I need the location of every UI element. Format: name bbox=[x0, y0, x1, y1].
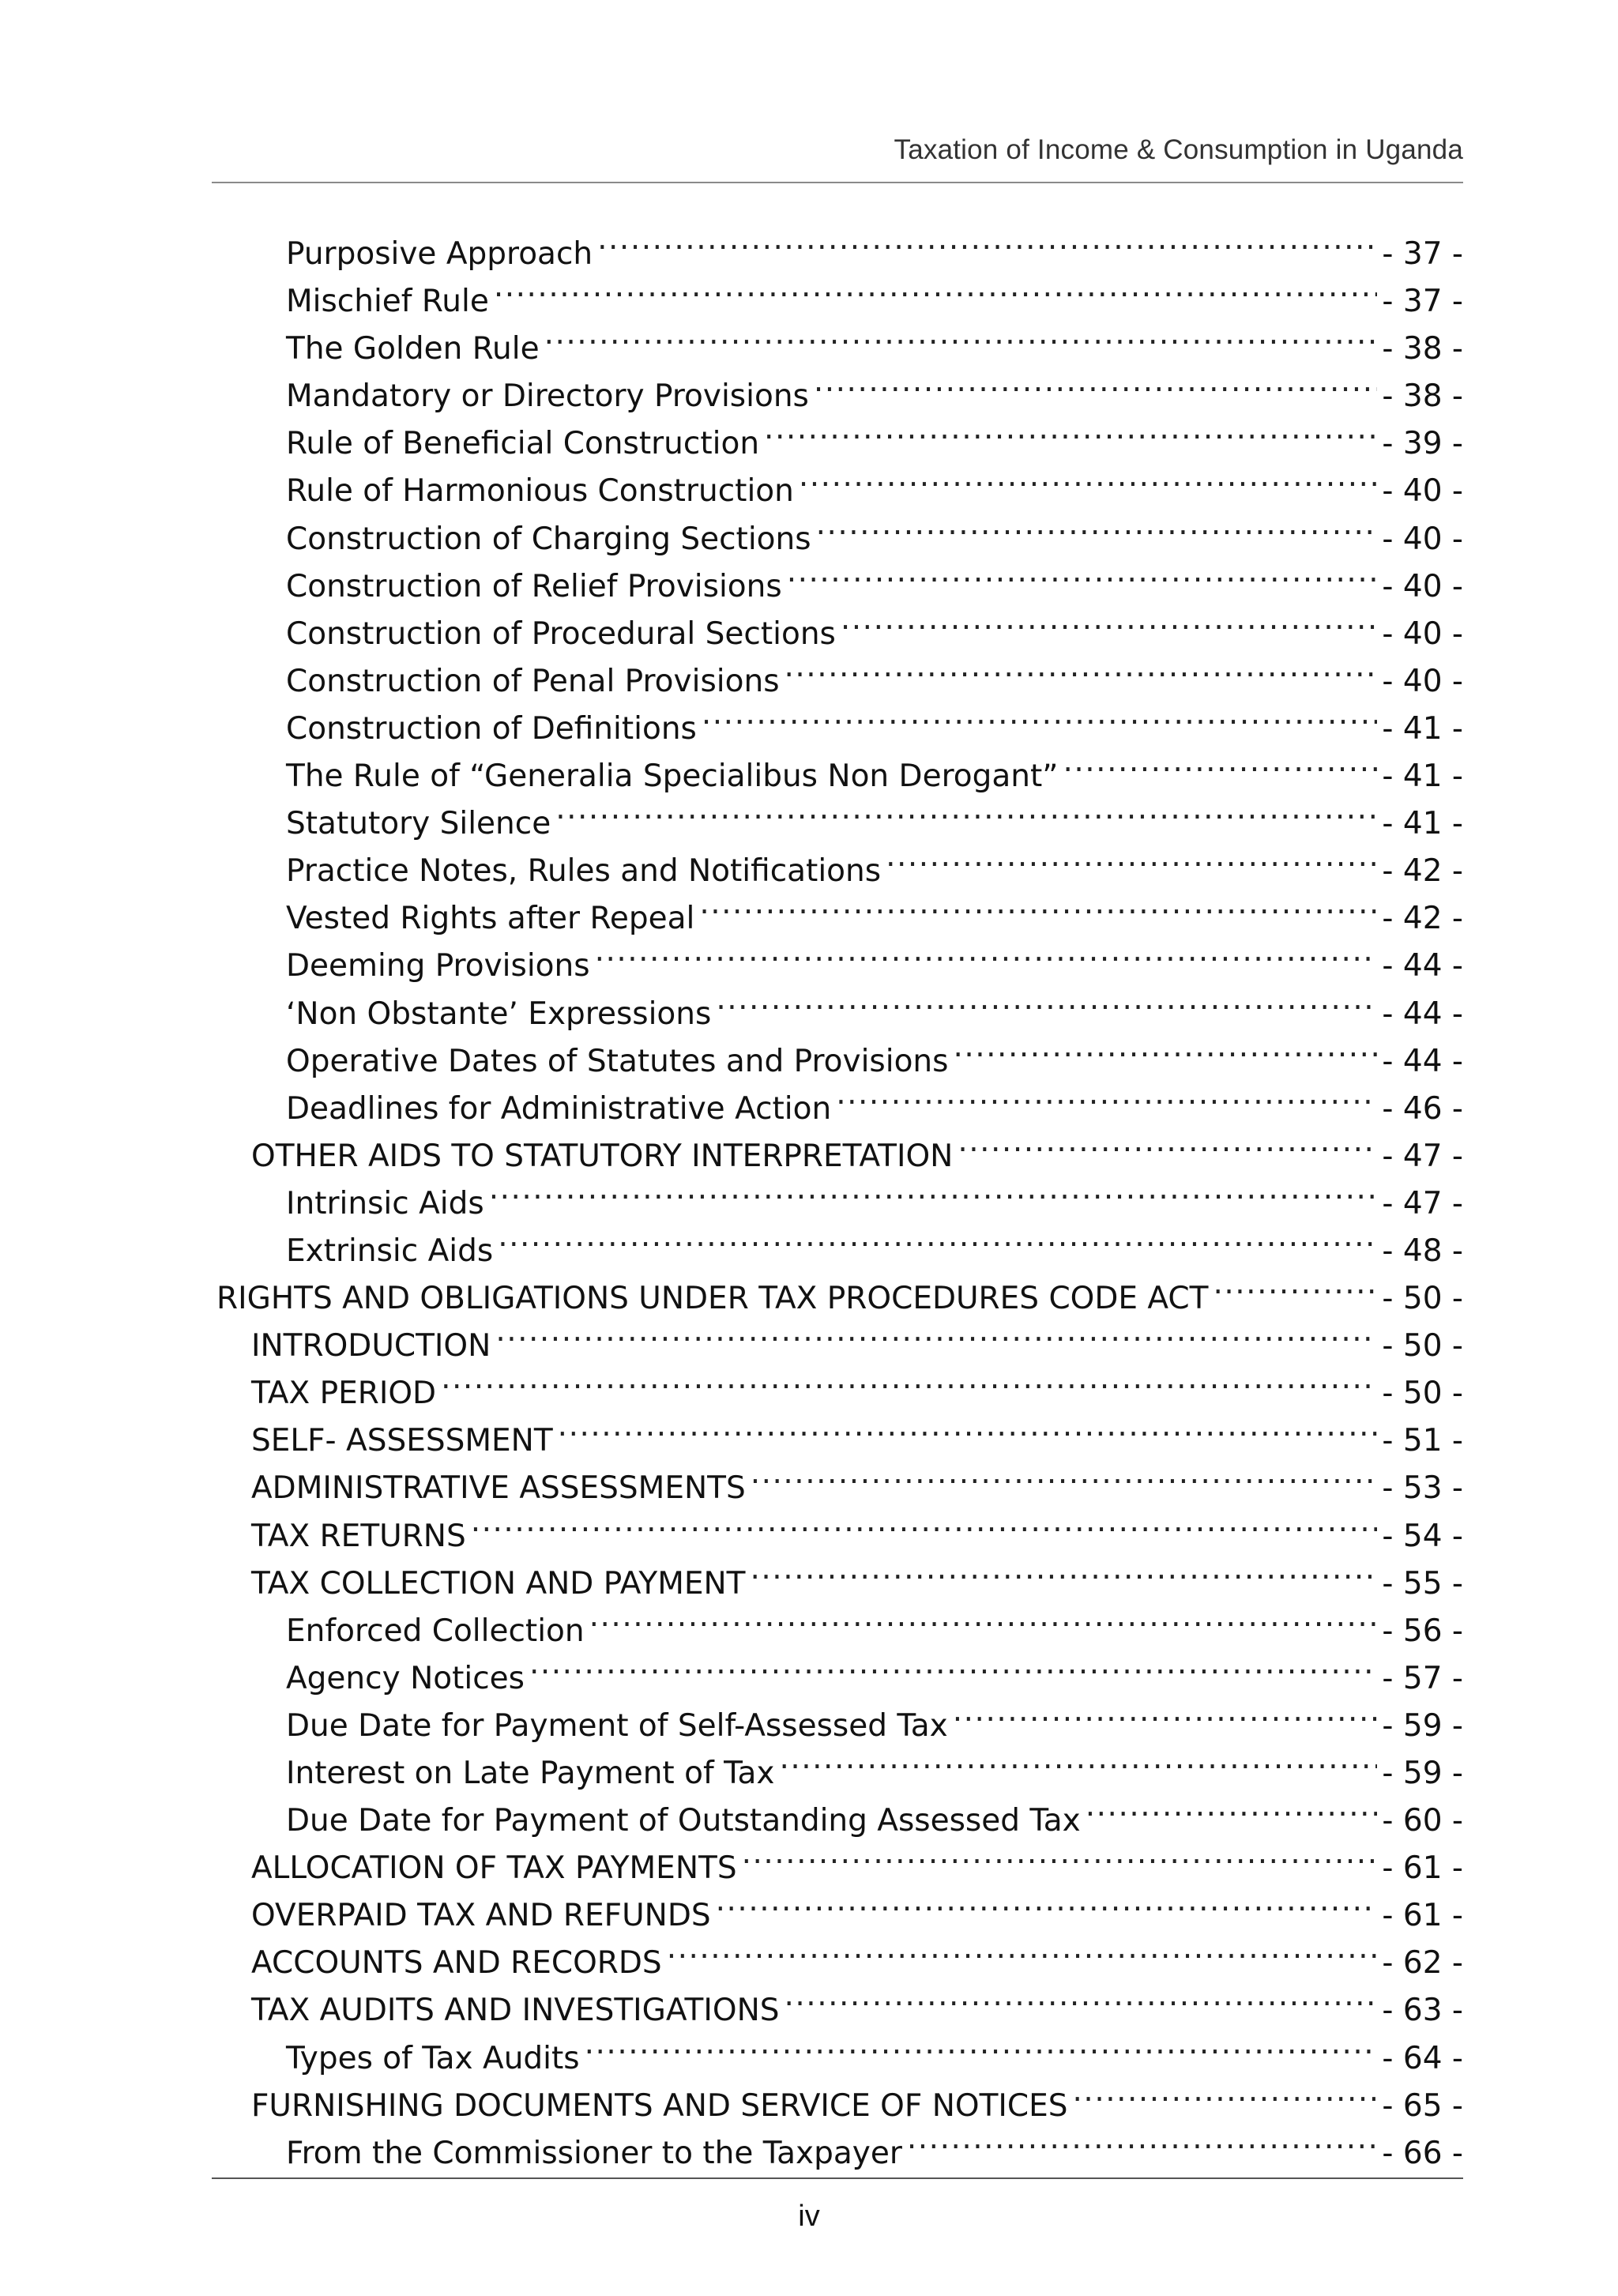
toc-entry[interactable] bbox=[0, 1024, 1618, 1079]
toc-entry-title: Types of Tax Audits bbox=[286, 2040, 580, 2076]
toc-entry-title: Purposive Approach bbox=[286, 236, 593, 272]
toc-entry-page: - 44 - bbox=[1382, 1043, 1463, 1079]
toc-dot-leader bbox=[814, 359, 1378, 406]
toc-entry-title: Deeming Provisions bbox=[286, 948, 590, 984]
toc-dot-leader bbox=[699, 881, 1377, 928]
toc-dot-leader bbox=[716, 1878, 1378, 1925]
toc-entry[interactable] bbox=[0, 264, 1618, 320]
toc-entry[interactable] bbox=[0, 1214, 1618, 1269]
toc-entry-page: - 60 - bbox=[1382, 1803, 1463, 1839]
toc-entry-page: - 50 - bbox=[1382, 1376, 1463, 1412]
toc-entry-page: - 37 - bbox=[1382, 236, 1463, 272]
toc-entry-title: Rule of Harmonious Construction bbox=[286, 473, 794, 510]
toc-dot-leader bbox=[667, 1925, 1378, 1973]
toc-dot-leader bbox=[907, 2116, 1378, 2163]
toc-entry-title: Vested Rights after Repeal bbox=[286, 901, 695, 937]
toc-entry[interactable] bbox=[0, 786, 1618, 842]
toc-entry-page: - 61 - bbox=[1382, 1898, 1463, 1934]
toc-entry[interactable] bbox=[0, 2068, 1618, 2124]
toc-dot-leader bbox=[787, 549, 1378, 597]
toc-entry-page: - 38 - bbox=[1382, 331, 1463, 367]
toc-entry-title: ACCOUNTS AND RECORDS bbox=[251, 1945, 662, 1982]
toc-entry-title: The Golden Rule bbox=[286, 331, 540, 367]
toc-entry-title: TAX PERIOD bbox=[251, 1376, 437, 1412]
toc-dot-leader bbox=[841, 597, 1378, 644]
toc-entry-page: - 59 - bbox=[1382, 1756, 1463, 1791]
toc-entry-page: - 37 - bbox=[1382, 284, 1463, 320]
toc-entry-page: - 47 - bbox=[1382, 1185, 1463, 1221]
toc-entry[interactable] bbox=[0, 549, 1618, 604]
toc-dot-leader bbox=[742, 1831, 1378, 1878]
toc-entry[interactable] bbox=[0, 2021, 1618, 2076]
toc-dot-leader bbox=[958, 1119, 1377, 1166]
toc-entry-title: Extrinsic Aids bbox=[286, 1233, 494, 1269]
toc-dot-leader bbox=[1086, 1783, 1378, 1831]
table-of-contents bbox=[0, 216, 1618, 2171]
toc-dot-leader bbox=[779, 1736, 1377, 1783]
toc-entry-title: Deadlines for Administrative Action bbox=[286, 1090, 832, 1127]
toc-entry[interactable] bbox=[0, 928, 1618, 984]
toc-entry-page: - 48 - bbox=[1382, 1233, 1463, 1269]
toc-entry-title: SELF- ASSESSMENT bbox=[251, 1423, 553, 1459]
toc-entry-title: From the Commissioner to the Taxpayer bbox=[286, 2135, 902, 2171]
toc-entry[interactable] bbox=[0, 1594, 1618, 1649]
toc-dot-leader bbox=[953, 1024, 1377, 1071]
toc-entry-page: - 40 - bbox=[1382, 615, 1463, 652]
toc-entry-title: Construction of Charging Sections bbox=[286, 521, 811, 557]
toc-entry-page: - 54 - bbox=[1382, 1518, 1463, 1554]
toc-entry-title: Statutory Silence bbox=[286, 806, 551, 842]
toc-entry[interactable] bbox=[0, 502, 1618, 557]
toc-dot-leader bbox=[544, 311, 1378, 359]
toc-entry-page: - 63 - bbox=[1382, 1993, 1463, 2029]
page-number: iv bbox=[798, 2200, 820, 2233]
toc-entry-title: Agency Notices bbox=[286, 1660, 525, 1696]
toc-dot-leader bbox=[529, 1641, 1377, 1688]
toc-entry-title: Mischief Rule bbox=[286, 284, 489, 320]
toc-dot-leader bbox=[799, 454, 1378, 501]
toc-entry[interactable] bbox=[0, 1403, 1618, 1459]
running-header: Taxation of Income & Consumption in Uganda bbox=[894, 134, 1463, 165]
toc-entry-page: - 64 - bbox=[1382, 2040, 1463, 2076]
toc-dot-leader bbox=[589, 1594, 1378, 1641]
toc-entry-page: - 42 - bbox=[1382, 901, 1463, 937]
toc-entry-page: - 44 - bbox=[1382, 948, 1463, 984]
toc-entry-title: Interest on Late Payment of Tax bbox=[286, 1756, 775, 1791]
toc-entry-page: - 66 - bbox=[1382, 2135, 1463, 2171]
toc-dot-leader bbox=[785, 644, 1378, 691]
toc-entry[interactable] bbox=[0, 881, 1618, 937]
footer-rule bbox=[212, 2177, 1463, 2179]
toc-entry[interactable] bbox=[0, 1499, 1618, 1554]
toc-dot-leader bbox=[498, 1214, 1377, 1261]
toc-entry-page: - 40 - bbox=[1382, 663, 1463, 699]
toc-entry[interactable] bbox=[0, 1831, 1618, 1887]
toc-entry[interactable] bbox=[0, 1736, 1618, 1791]
toc-entry-title: RIGHTS AND OBLIGATIONS UNDER TAX PROCEDURES CODE ACT bbox=[216, 1281, 1209, 1317]
toc-entry-page: - 46 - bbox=[1382, 1090, 1463, 1127]
toc-entry-page: - 62 - bbox=[1382, 1945, 1463, 1982]
toc-entry[interactable] bbox=[0, 1356, 1618, 1412]
toc-entry[interactable] bbox=[0, 739, 1618, 795]
toc-entry-title: OTHER AIDS TO STATUTORY INTERPRETATION bbox=[251, 1138, 954, 1174]
toc-dot-leader bbox=[595, 928, 1378, 976]
toc-entry-title: Mandatory or Directory Provisions bbox=[286, 378, 809, 415]
toc-entry[interactable] bbox=[0, 1878, 1618, 1934]
toc-entry-page: - 41 - bbox=[1382, 806, 1463, 842]
toc-dot-leader bbox=[886, 834, 1377, 881]
toc-entry-page: - 40 - bbox=[1382, 568, 1463, 604]
toc-entry-title: TAX COLLECTION AND PAYMENT bbox=[251, 1565, 746, 1602]
toc-entry[interactable] bbox=[0, 1688, 1618, 1744]
toc-dot-leader bbox=[555, 786, 1377, 834]
toc-dot-leader bbox=[836, 1071, 1377, 1119]
toc-entry-title: OVERPAID TAX AND REFUNDS bbox=[251, 1898, 711, 1934]
toc-entry-page: - 50 - bbox=[1382, 1328, 1463, 1364]
toc-entry-title: Construction of Procedural Sections bbox=[286, 615, 836, 652]
toc-entry-title: Intrinsic Aids bbox=[286, 1185, 484, 1221]
toc-entry-page: - 47 - bbox=[1382, 1138, 1463, 1174]
toc-dot-leader bbox=[1073, 2068, 1378, 2116]
toc-dot-leader bbox=[441, 1356, 1377, 1403]
toc-entry-title: Practice Notes, Rules and Notifications bbox=[286, 853, 882, 890]
toc-dot-leader bbox=[471, 1499, 1378, 1546]
toc-entry-page: - 39 - bbox=[1382, 426, 1463, 462]
toc-entry-page: - 57 - bbox=[1382, 1660, 1463, 1696]
toc-dot-leader bbox=[558, 1403, 1378, 1451]
toc-dot-leader bbox=[489, 1166, 1378, 1214]
toc-entry[interactable] bbox=[0, 977, 1618, 1032]
toc-entry[interactable] bbox=[0, 454, 1618, 510]
toc-entry-title: Due Date for Payment of Outstanding Assessed Tax bbox=[286, 1803, 1081, 1839]
toc-entry-page: - 40 - bbox=[1382, 521, 1463, 557]
toc-dot-leader bbox=[597, 216, 1377, 264]
toc-dot-leader bbox=[716, 977, 1377, 1024]
toc-entry-page: - 38 - bbox=[1382, 378, 1463, 415]
toc-dot-leader bbox=[816, 502, 1378, 549]
toc-entry-title: Operative Dates of Statutes and Provisions bbox=[286, 1043, 949, 1079]
toc-entry-page: - 51 - bbox=[1382, 1423, 1463, 1459]
toc-entry-page: - 61 - bbox=[1382, 1850, 1463, 1887]
toc-dot-leader bbox=[494, 264, 1378, 311]
toc-entry-title: FURNISHING DOCUMENTS AND SERVICE OF NOTICES bbox=[251, 2087, 1068, 2124]
toc-entry[interactable] bbox=[0, 1925, 1618, 1982]
toc-entry-page: - 56 - bbox=[1382, 1613, 1463, 1649]
header-rule bbox=[212, 182, 1463, 183]
toc-entry-page: - 59 - bbox=[1382, 1707, 1463, 1744]
toc-entry[interactable] bbox=[0, 1973, 1618, 2029]
toc-entry-title: Construction of Definitions bbox=[286, 710, 697, 747]
toc-entry-page: - 53 - bbox=[1382, 1470, 1463, 1507]
toc-entry-page: - 65 - bbox=[1382, 2087, 1463, 2124]
toc-entry[interactable] bbox=[0, 216, 1618, 272]
toc-entry-title: Due Date for Payment of Self-Assessed Tax bbox=[286, 1707, 948, 1744]
toc-dot-leader bbox=[751, 1451, 1378, 1498]
toc-entry[interactable] bbox=[0, 311, 1618, 367]
toc-dot-leader bbox=[702, 691, 1378, 739]
toc-entry-page: - 50 - bbox=[1382, 1281, 1463, 1317]
toc-entry[interactable] bbox=[0, 1166, 1618, 1221]
toc-dot-leader bbox=[751, 1546, 1378, 1594]
toc-dot-leader bbox=[785, 1973, 1378, 2020]
toc-entry[interactable] bbox=[0, 1451, 1618, 1507]
toc-dot-leader bbox=[585, 2021, 1378, 2068]
toc-entry-page: - 42 - bbox=[1382, 853, 1463, 890]
toc-dot-leader bbox=[1213, 1261, 1377, 1308]
toc-entry-title: INTRODUCTION bbox=[251, 1328, 491, 1364]
toc-dot-leader bbox=[495, 1308, 1377, 1356]
toc-entry[interactable] bbox=[0, 1783, 1618, 1839]
toc-entry-page: - 44 - bbox=[1382, 996, 1463, 1032]
toc-entry[interactable] bbox=[0, 644, 1618, 699]
toc-entry-title: ADMINISTRATIVE ASSESSMENTS bbox=[251, 1470, 746, 1507]
toc-entry-title: ALLOCATION OF TAX PAYMENTS bbox=[251, 1850, 737, 1887]
toc-dot-leader bbox=[953, 1688, 1378, 1736]
toc-entry-title: Rule of Beneficial Construction bbox=[286, 426, 760, 462]
toc-dot-leader bbox=[764, 406, 1377, 454]
toc-entry-page: - 41 - bbox=[1382, 758, 1463, 795]
toc-entry[interactable] bbox=[0, 359, 1618, 415]
toc-entry-page: - 40 - bbox=[1382, 473, 1463, 510]
toc-entry[interactable] bbox=[0, 1546, 1618, 1602]
toc-entry[interactable] bbox=[0, 1261, 1618, 1317]
toc-entry-title: Construction of Penal Provisions bbox=[286, 663, 780, 699]
toc-entry-title: Construction of Relief Provisions bbox=[286, 568, 782, 604]
toc-entry-title: Enforced Collection bbox=[286, 1613, 585, 1649]
toc-entry[interactable] bbox=[0, 1641, 1618, 1696]
toc-entry[interactable] bbox=[0, 834, 1618, 890]
toc-entry-title: TAX RETURNS bbox=[251, 1518, 466, 1554]
toc-entry-title: The Rule of “Generalia Specialibus Non Derogant” bbox=[286, 758, 1059, 795]
toc-dot-leader bbox=[1063, 739, 1377, 786]
toc-entry-page: - 55 - bbox=[1382, 1565, 1463, 1602]
toc-entry-title: TAX AUDITS AND INVESTIGATIONS bbox=[251, 1993, 780, 2029]
toc-entry[interactable] bbox=[0, 597, 1618, 652]
toc-entry[interactable] bbox=[0, 406, 1618, 462]
toc-entry-title: ‘Non Obstante’ Expressions bbox=[286, 996, 712, 1032]
toc-entry[interactable] bbox=[0, 691, 1618, 747]
toc-entry-page: - 41 - bbox=[1382, 710, 1463, 747]
